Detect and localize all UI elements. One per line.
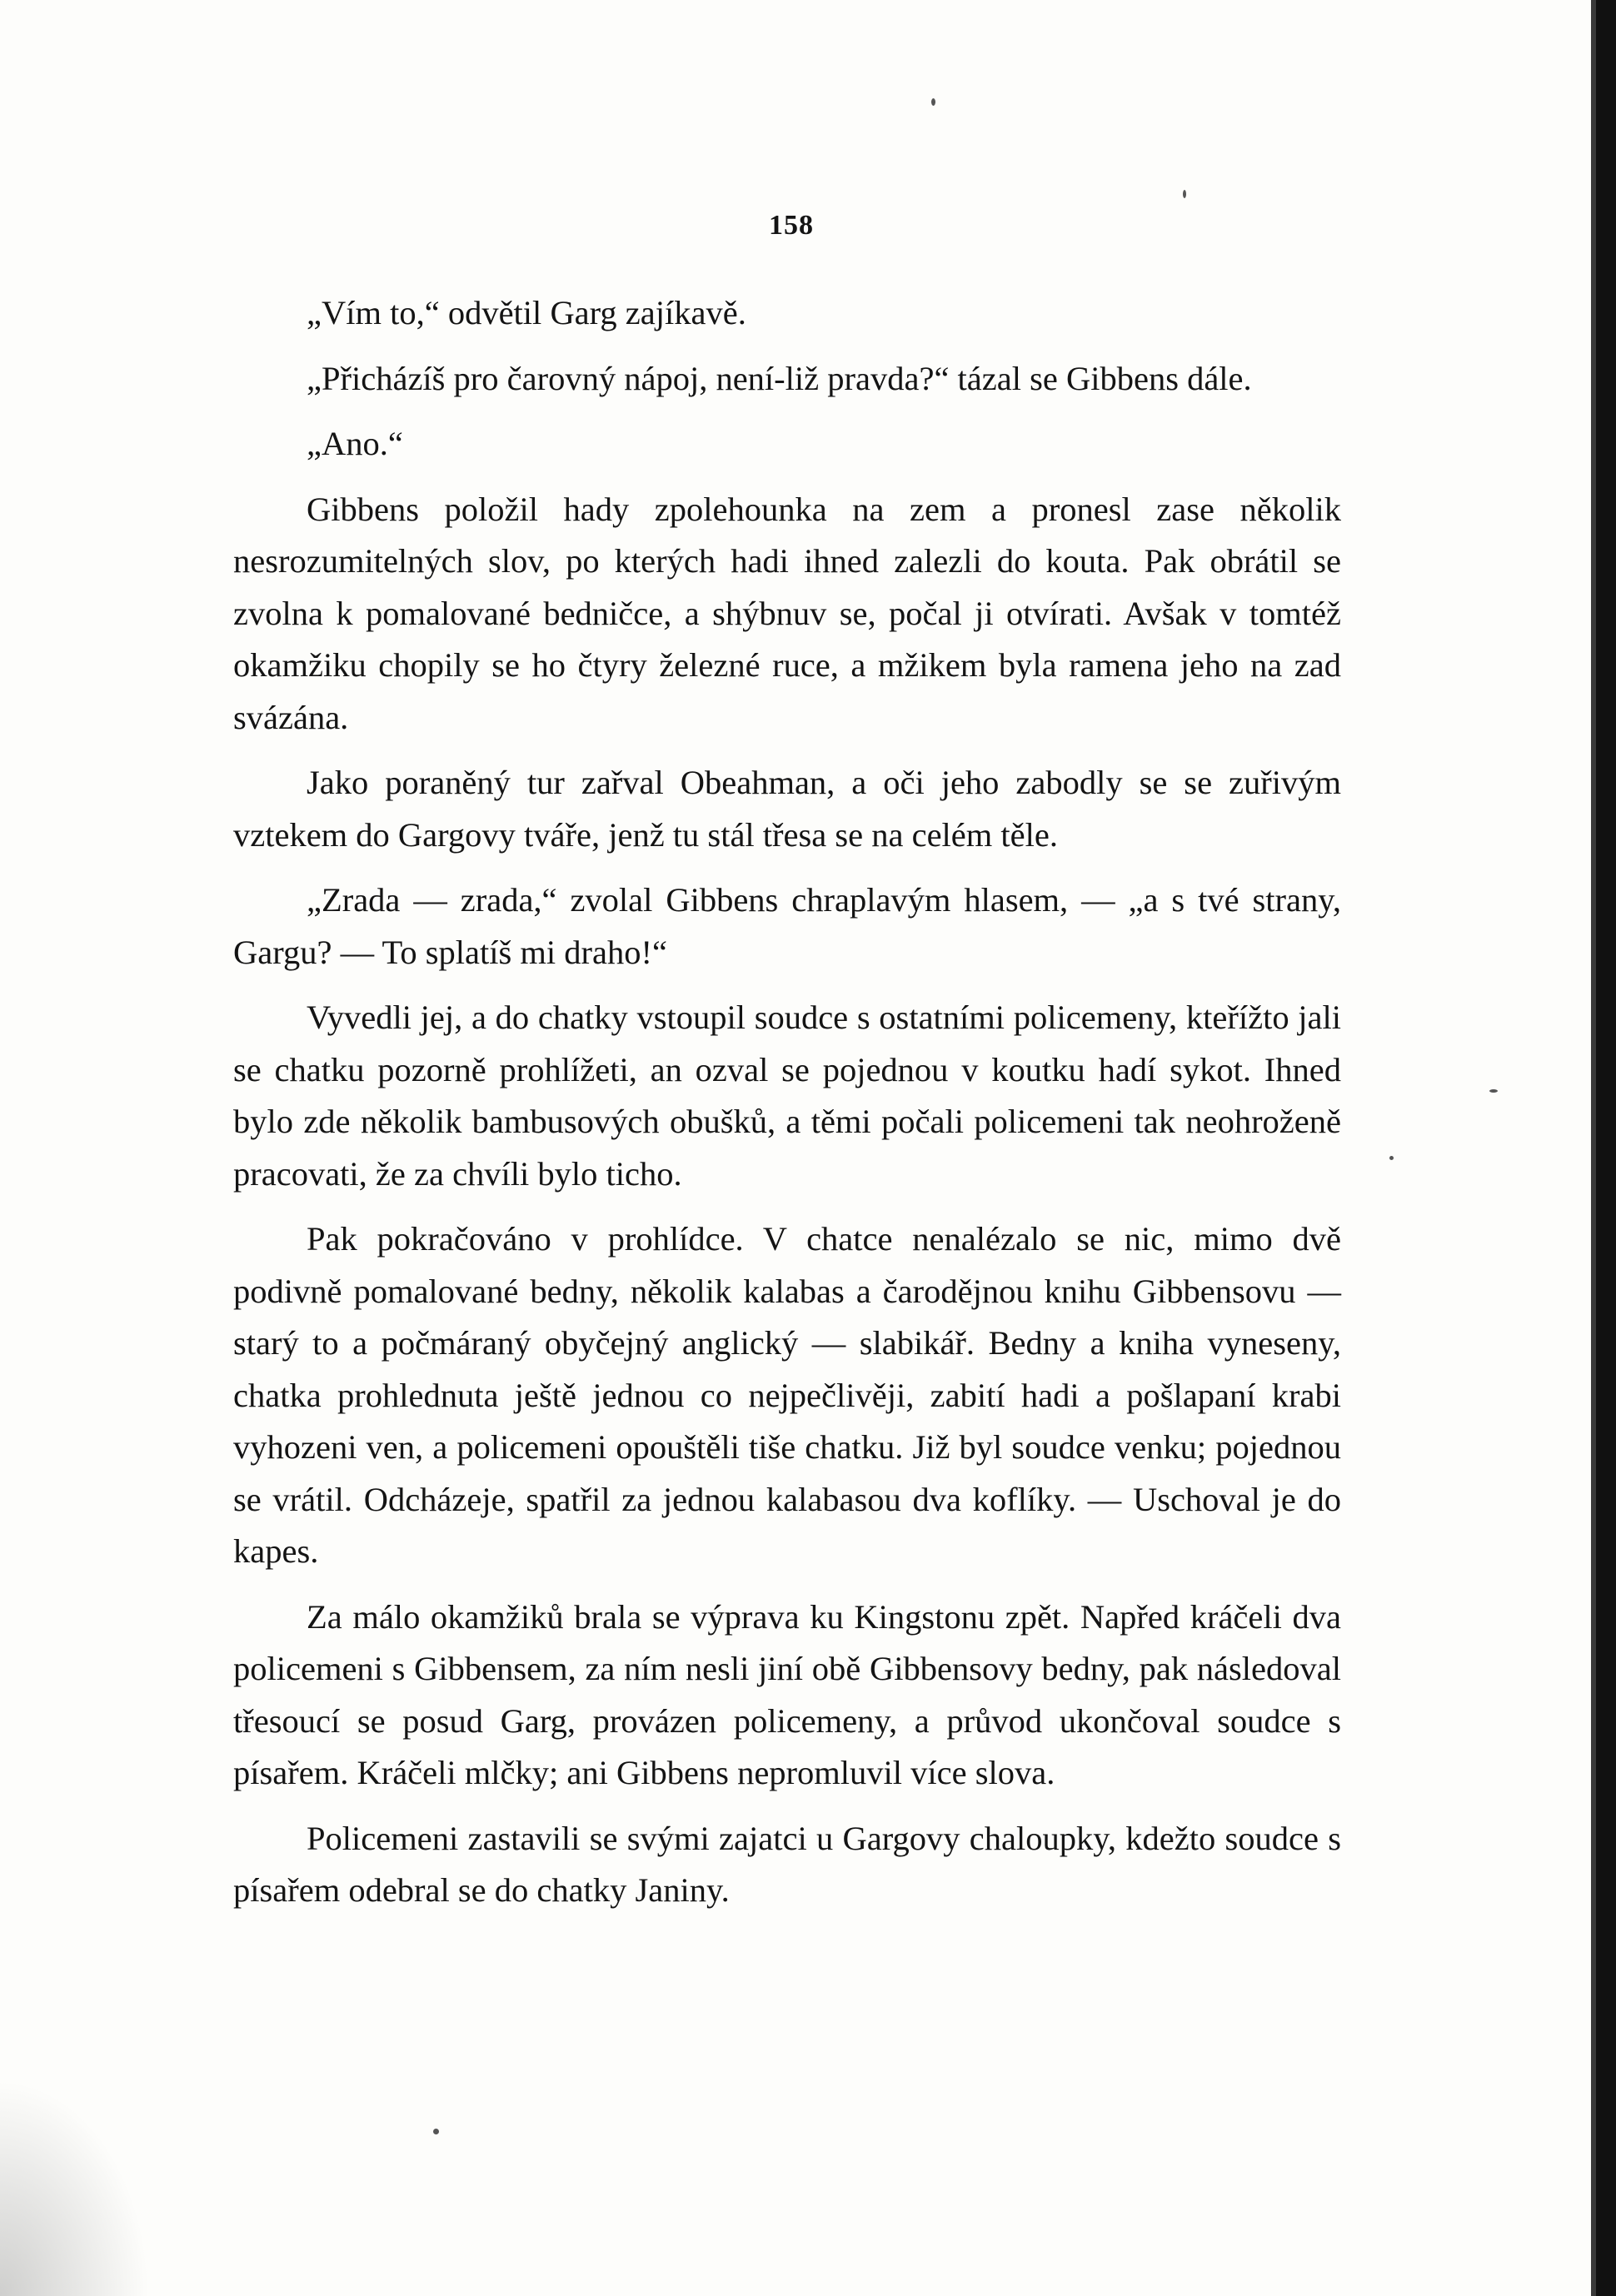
paragraph: „Zrada — zrada,“ zvolal Gibbens chraplavým hlasem, — „a s tvé strany, Gargu? — To splatíš mi draho!“ [233, 881, 1341, 971]
page-number: 158 [769, 210, 814, 241]
page-edge-shadow [1596, 0, 1616, 2296]
paragraph: Vyvedli jej, a do chatky vstoupil soudce s ostatními policemeny, kteřížto jali se chatku pozorně prohlížeti, an ozval se pojednou v koutku hadí sykot. Ihned bylo zde několik bambusových obušků, a těmi počali policemeni tak neohroženě pracovati, že za chvíli bylo ticho. [233, 999, 1341, 1193]
scan-speck [931, 98, 935, 106]
paragraph: „Vím to,“ odvětil Garg zajíkavě. [307, 294, 746, 331]
paragraph: Jako poraněný tur zařval Obeahman, a oči jeho zabodly se se zuřivým vztekem do Gargovy tváře, jenž tu stál třesa se na celém těle. [233, 764, 1341, 854]
scan-speck [1489, 1089, 1498, 1093]
paragraph: Pak pokračováno v prohlídce. V chatce nenalézalo se nic, mimo dvě podivně pomalované bedny, několik kalabas a čarodějnou knihu Gibbensovu — starý to a počmáraný obyčejný anglický — slabikář. Bedny a kniha vyneseny, chatka prohlednuta ještě jednou co nejpečlivěji, zabití hadi a pošlapaní krabi vyhozeni ven, a policemeni opouštěli tiše chatku. Již byl soudce venku; pojednou se vrátil. Odcházeje, spatřil za jednou kalabasou dva koflíky. — Uschoval je do kapes. [233, 1220, 1341, 1570]
scan-speck [1183, 190, 1186, 198]
body-text [233, 287, 1341, 1930]
scan-speck [433, 2129, 439, 2134]
paragraph: „Přicházíš pro čarovný nápoj, není-liž pravda?“ tázal se Gibbens dále. [307, 359, 1252, 397]
paragraph: „Ano.“ [307, 425, 403, 462]
paragraph: Za málo okamžiků brala se výprava ku Kingstonu zpět. Napřed kráčeli dva policemeni s Gibbensem, za ním nesli jiní obě Gibbensovy bedny, pak následoval třesoucí se posud Garg, provázen policemeny, a průvod ukončoval soudce s písařem. Kráčeli mlčky; ani Gibbens nepromluvil více slova. [233, 1597, 1341, 1791]
page-edge-shadow-inner [1591, 0, 1596, 2296]
scan-smudge [0, 2079, 150, 2296]
paragraph: Policemeni zastavili se svými zajatci u Gargovy chaloupky, kdežto soudce s písařem odebral se do chatky Janiny. [233, 1819, 1341, 1909]
paragraph: Gibbens položil hady zpolehounka na zem a pronesl zase několik nesrozumitelných slov, po kterých hadi ihned zalezli do kouta. Pak obrátil se zvolna k pomalované bedničce, a shýbnuv se, počal ji otvírati. Avšak v tomtéž okamžiku chopily se ho čtyry železné ruce, a mžikem byla ramena jeho na zad svázána. [233, 490, 1341, 736]
scan-speck [1389, 1156, 1394, 1160]
